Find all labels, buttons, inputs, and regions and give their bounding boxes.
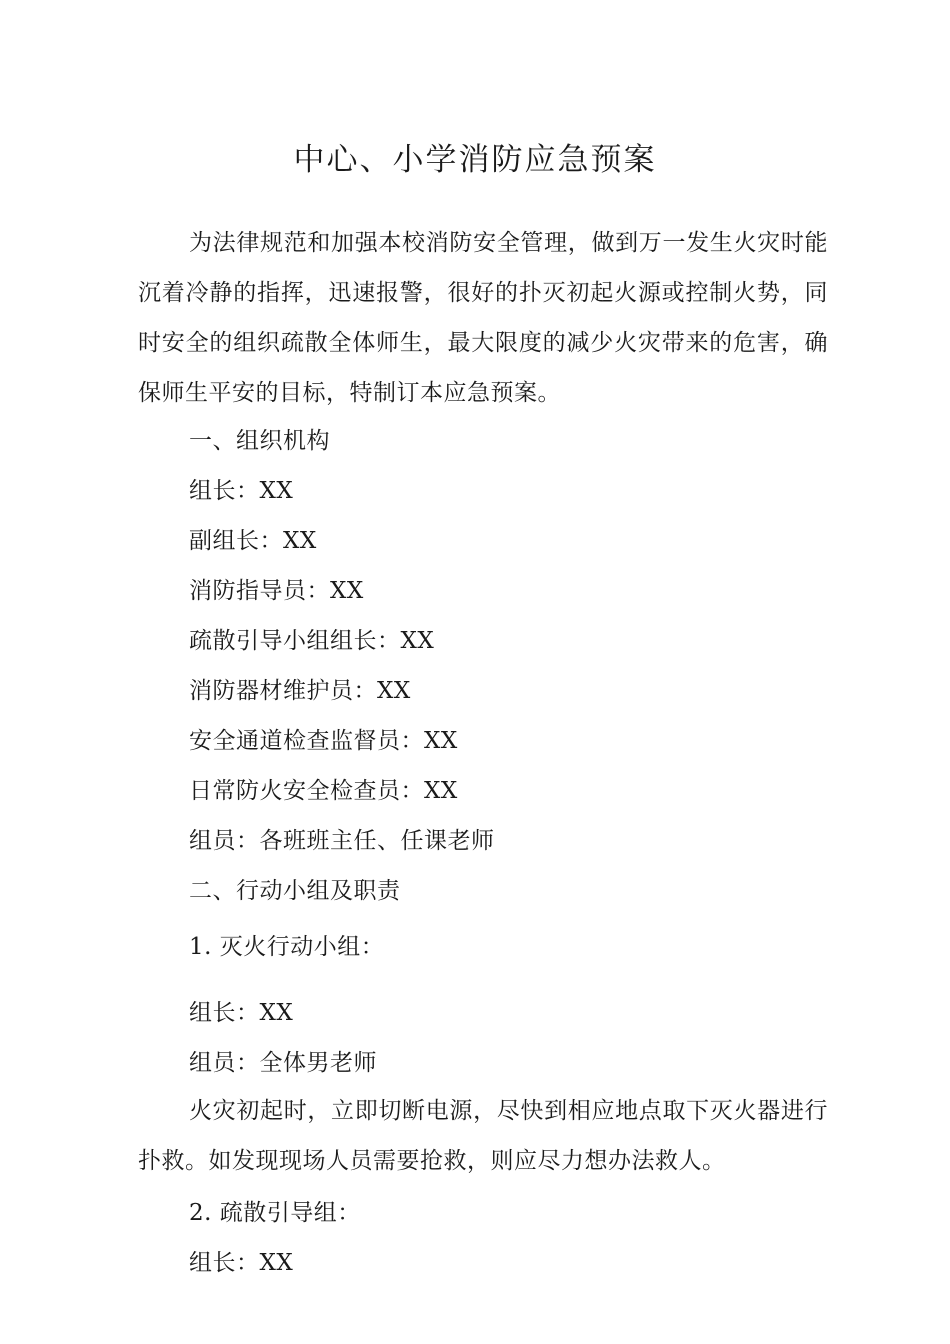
intro-paragraph: 为法律规范和加强本校消防安全管理，做到万一发生火灾时能沉着冷静的指挥，迅速报警，很好的扑灭初起火源或控制火势，同时安全的组织疏散全体师生，最大限度的减少火灾带来的危害，确保师生平安的目标，特制订本应急预案。: [138, 230, 828, 406]
org-line-deputy-leader: 副组长：XX: [189, 528, 317, 554]
org-line-members: 组员：各班班主任、任课老师: [189, 828, 495, 854]
org-line-fire-instructor: 消防指导员：XX: [189, 578, 364, 604]
section-heading-organization: 一、组织机构: [189, 428, 330, 454]
document-title: 中心、小学消防应急预案: [293, 142, 657, 178]
org-line-leader: 组长：XX: [189, 478, 294, 504]
org-line-evacuation-leader: 疏散引导小组组长：XX: [189, 628, 435, 654]
org-line-passage-inspector: 安全通道检查监督员：XX: [189, 728, 458, 754]
org-line-daily-inspector: 日常防火安全检查员：XX: [189, 778, 458, 804]
org-line-equipment-maintainer: 消防器材维护员：XX: [189, 678, 411, 704]
group2-leader: 组长：XX: [189, 1250, 294, 1276]
group1-duty-paragraph: 火灾初起时，立即切断电源，尽快到相应地点取下灭火器进行扑救。如发现现场人员需要抢救，则应尽力想办法救人。: [138, 1098, 828, 1174]
section-heading-action-groups: 二、行动小组及职责: [189, 878, 401, 904]
group1-heading: 1. 灭火行动小组：: [189, 934, 385, 960]
group2-heading: 2. 疏散引导组：: [189, 1200, 361, 1226]
group1-leader: 组长：XX: [189, 1000, 294, 1026]
group1-members: 组员：全体男老师: [189, 1050, 377, 1076]
